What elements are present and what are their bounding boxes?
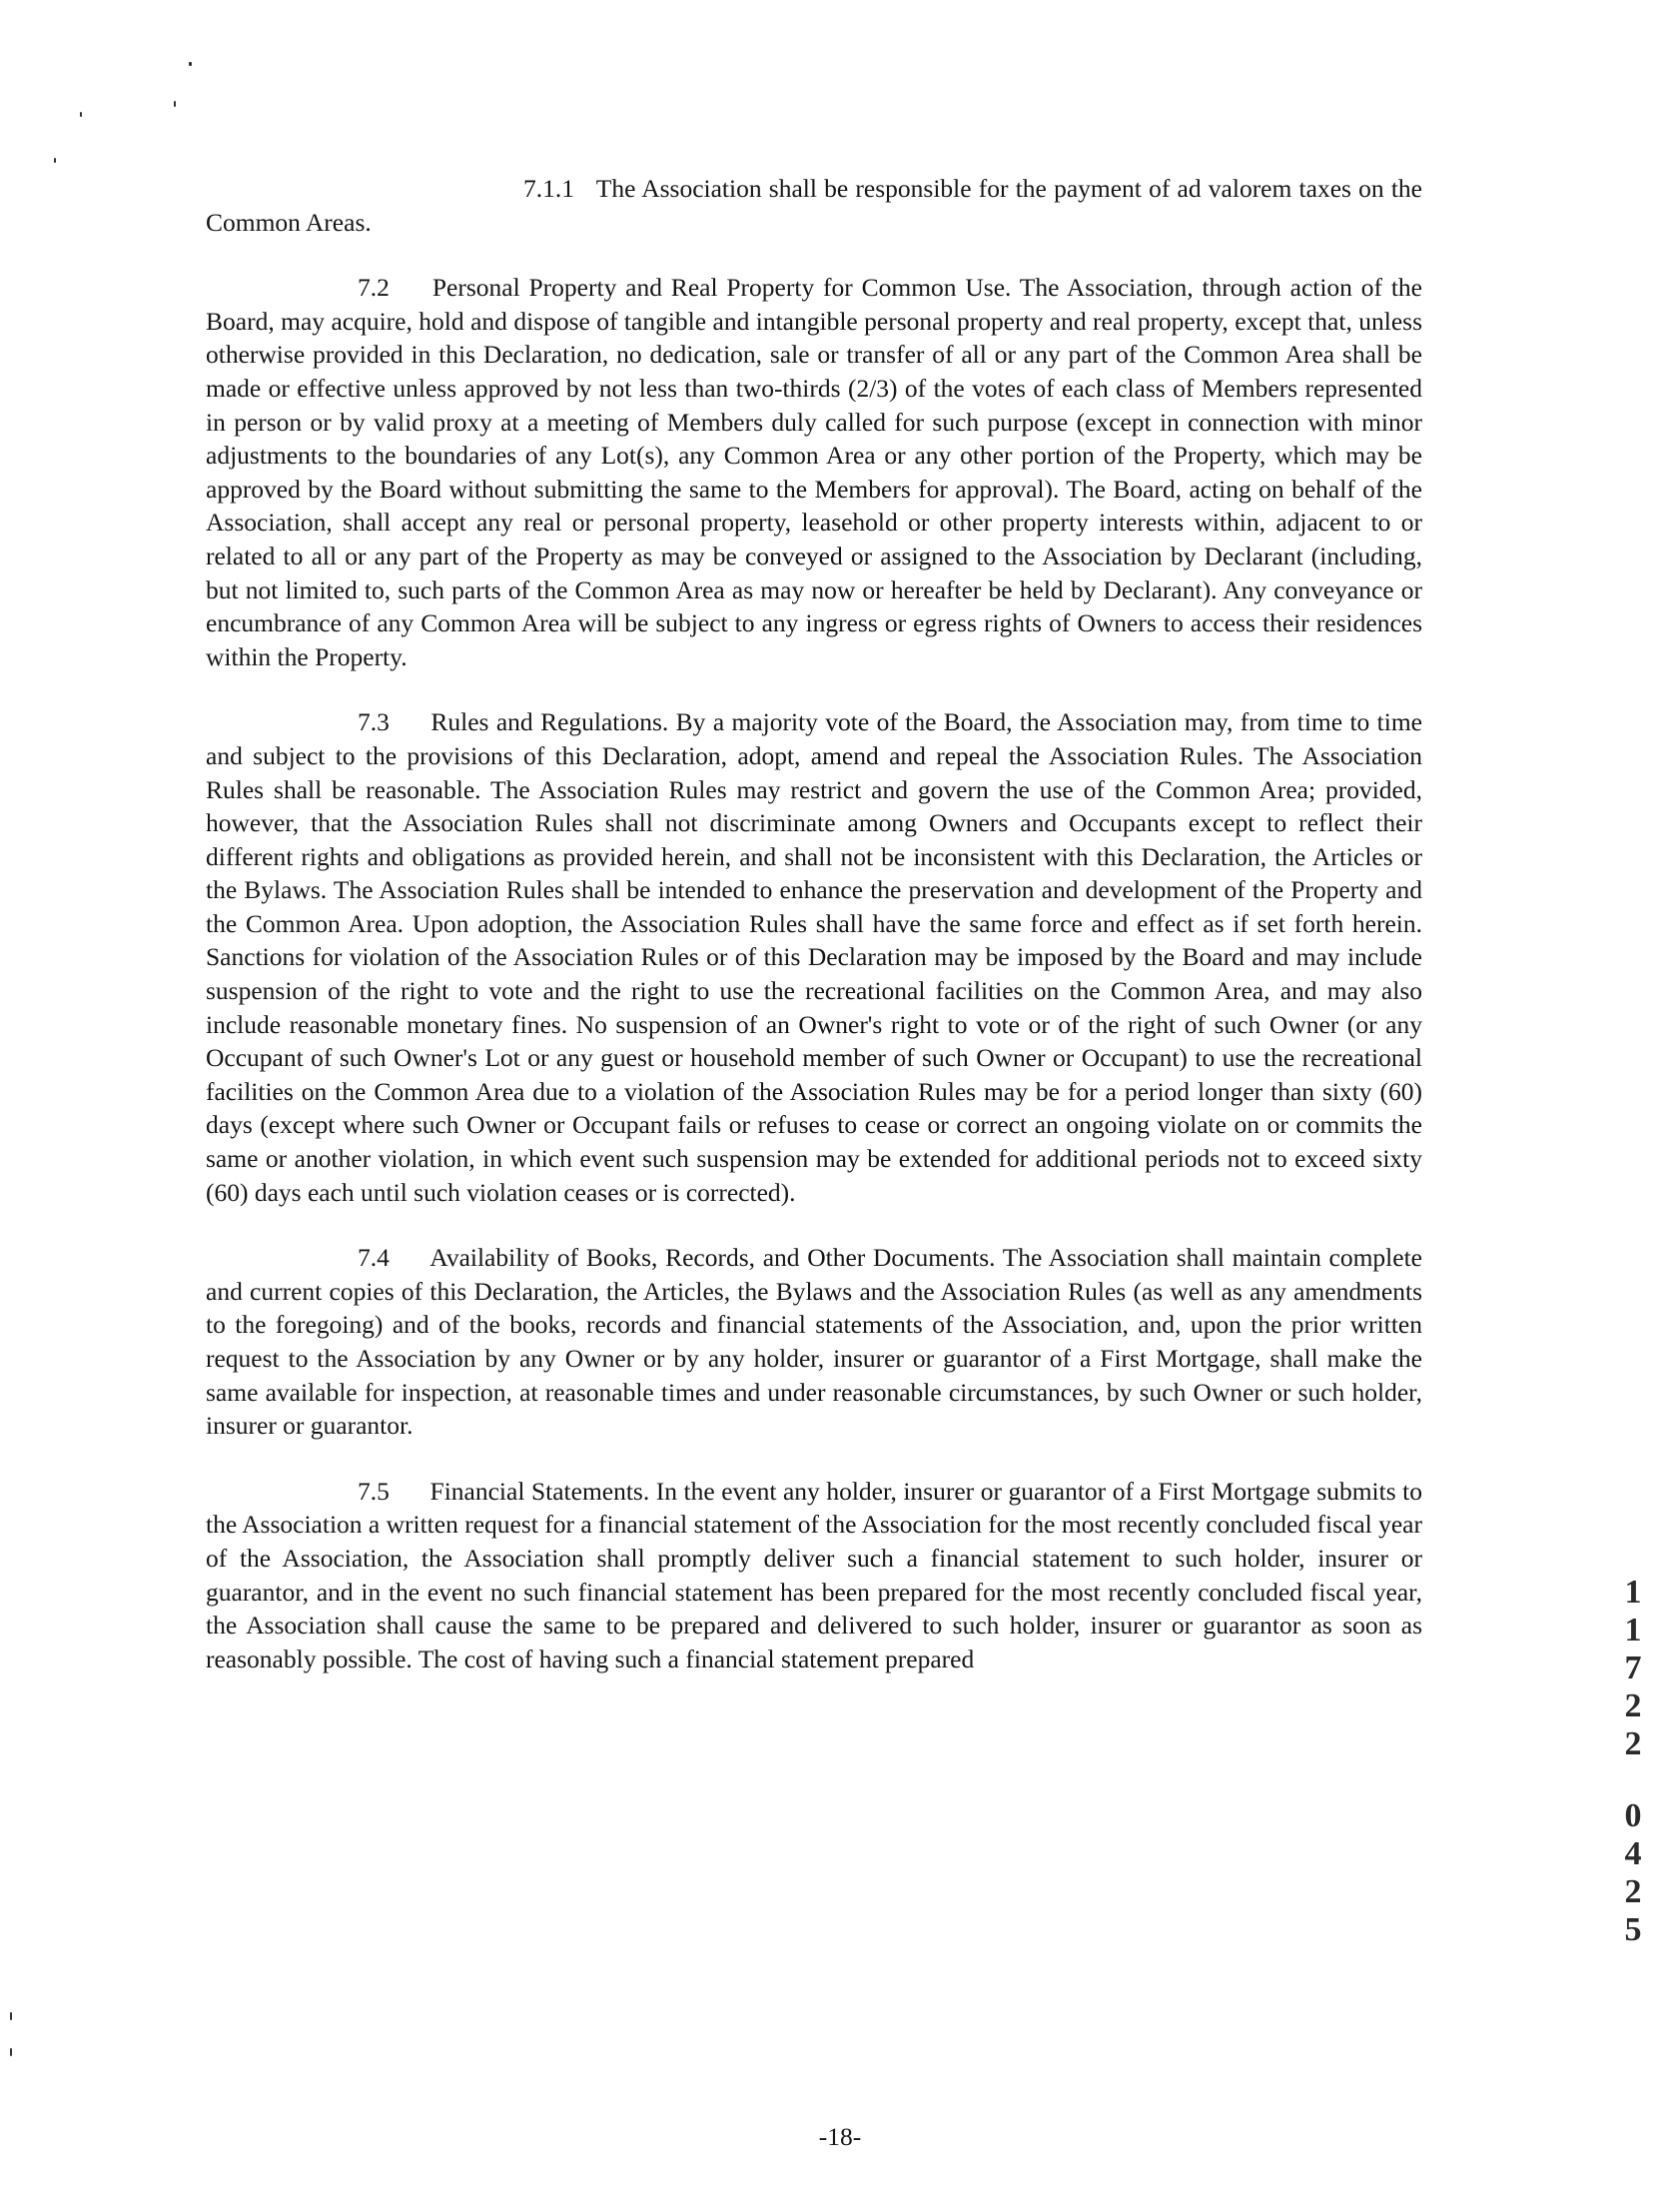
margin-recording-stamp (1618, 1574, 1648, 1949)
stamp-digit: 2 (1624, 1725, 1642, 1762)
stamp-digit: 7 (1624, 1650, 1642, 1686)
scan-speck (174, 101, 176, 107)
section-text: The Association, through action of the Board, may acquire, hold and dispose of tangible and intangible personal property and real property, except that, unless otherwise provided in this Declaration, no dedication, sale or transfer of all or any part of the Common Area shall be made or effective unless approved by not less than two-thirds (2/3) of the votes of each class of Members represented in person or by valid proxy at a meeting of Members duly called for such purpose (except in connection with minor adjustments to the boundaries of any Lot(s), any Common Area or any other portion of the Property, which may be approved by the Board without submitting the same to the Members for approval). The Board, acting on behalf of the Association, shall accept any real or personal property, leasehold or other property interests within, adjacent to or related to all or any part of the Property as may be conveyed or assigned to the Association by Declarant (including, but not limited to, such parts of the Common Area as may now or hereafter be held by Declarant). Any conveyance or encumbrance of any Common Area will be subject to any ingress or egress rights of Owners to access their residences within the Property. (206, 273, 1423, 671)
scan-speck (189, 62, 192, 66)
section-7-3 (206, 705, 1422, 1209)
stamp-digit: 0 (1624, 1797, 1642, 1834)
section-heading: Financial Statements. (429, 1476, 650, 1506)
stamp-digit: 2 (1624, 1873, 1642, 1910)
section-7-2 (206, 271, 1422, 673)
page-number: -18- (818, 2122, 862, 2151)
section-7-1-1 (206, 172, 1422, 239)
stamp-gap (1618, 1763, 1648, 1797)
section-heading: Personal Property and Real Property for Common Use. (431, 273, 1012, 303)
section-text: The Association shall maintain complete and current copies of this Declaration, the Articles, the Bylaws and the Association Rules (as well as any amendments to the foregoing) and of the books, records and financial statements of the Association, and, upon the prior written request to the Association by any Owner or by any holder, insurer or guarantor of a First Mortgage, shall make the same available for inspection, at reasonable times and under reasonable circumstances, by such Owner or such holder, insurer or guarantor. (206, 1243, 1422, 1441)
section-heading: Availability of Books, Records, and Other Documents. (429, 1243, 996, 1273)
section-text: The Association shall be responsible for the payment of ad valorem taxes on the Common Areas. (206, 174, 1422, 237)
scan-speck (54, 158, 56, 163)
section-heading: Rules and Regulations. (430, 707, 669, 737)
section-7-5 (206, 1475, 1422, 1676)
section-number: 7.5 (358, 1476, 390, 1506)
section-7-4 (206, 1241, 1422, 1443)
stamp-digit: 2 (1624, 1687, 1642, 1724)
document-body (206, 172, 1422, 1675)
scan-speck (10, 2012, 12, 2020)
section-number: 7.2 (358, 273, 390, 303)
stamp-digit: 5 (1624, 1911, 1642, 1948)
section-number: 7.3 (358, 707, 390, 737)
scan-speck (10, 2048, 12, 2056)
section-number: 7.1.1 (523, 174, 574, 203)
section-text: By a majority vote of the Board, the Association may, from time to time and subject to the provisions of this Declaration, adopt, amend and repeal the Association Rules. The Association Rules shall be reasonable. The Association Rules may restrict and govern the use of the Common Area; provided, however, that the Association Rules shall not discriminate among Owners and Occupants except to reflect their different rights and obligations as provided herein, and shall not be inconsistent with this Declaration, the Articles or the Bylaws. The Association Rules shall be intended to enhance the preservation and development of the Property and the Common Area. Upon adoption, the Association Rules shall have the same force and effect as if set forth herein. Sanctions for violation of the Association Rules or of this Declaration may be imposed by the Board and may include suspension of the right to vote and the right to use the recreational facilities on the Common Area, and may also include reasonable monetary fines. No suspension of an Owner's right to vote or of the right of such Owner (or any Occupant of such Owner's Lot or any guest or household member of such Owner or Occupant) to use the recreational facilities on the Common Area due to a violation of the Association Rules may be for a period longer than sixty (60) days (except where such Owner or Occupant fails or refuses to cease or correct an ongoing violate on or commits the same or another violation, in which event such suspension may be extended for additional periods not to exceed sixty (60) days each until such violation ceases or is corrected). (206, 707, 1422, 1207)
stamp-digit: 1 (1624, 1612, 1642, 1649)
scan-speck (80, 112, 82, 117)
section-text: In the event any holder, insurer or guarantor of a First Mortgage submits to the Association a written request for a financial statement of the Association for the most recently concluded fiscal year of the Association, the Association shall promptly deliver such a financial statement to such holder, insurer or guarantor, and in the event no such financial statement has been prepared for the most recently concluded fiscal year, the Association shall cause the same to be prepared and delivered to such holder, insurer or guarantor as soon as reasonably possible. The cost of having such a financial statement prepared (206, 1476, 1422, 1673)
section-number: 7.4 (358, 1243, 390, 1273)
stamp-digit: 4 (1624, 1835, 1642, 1872)
stamp-digit: 1 (1624, 1574, 1642, 1611)
